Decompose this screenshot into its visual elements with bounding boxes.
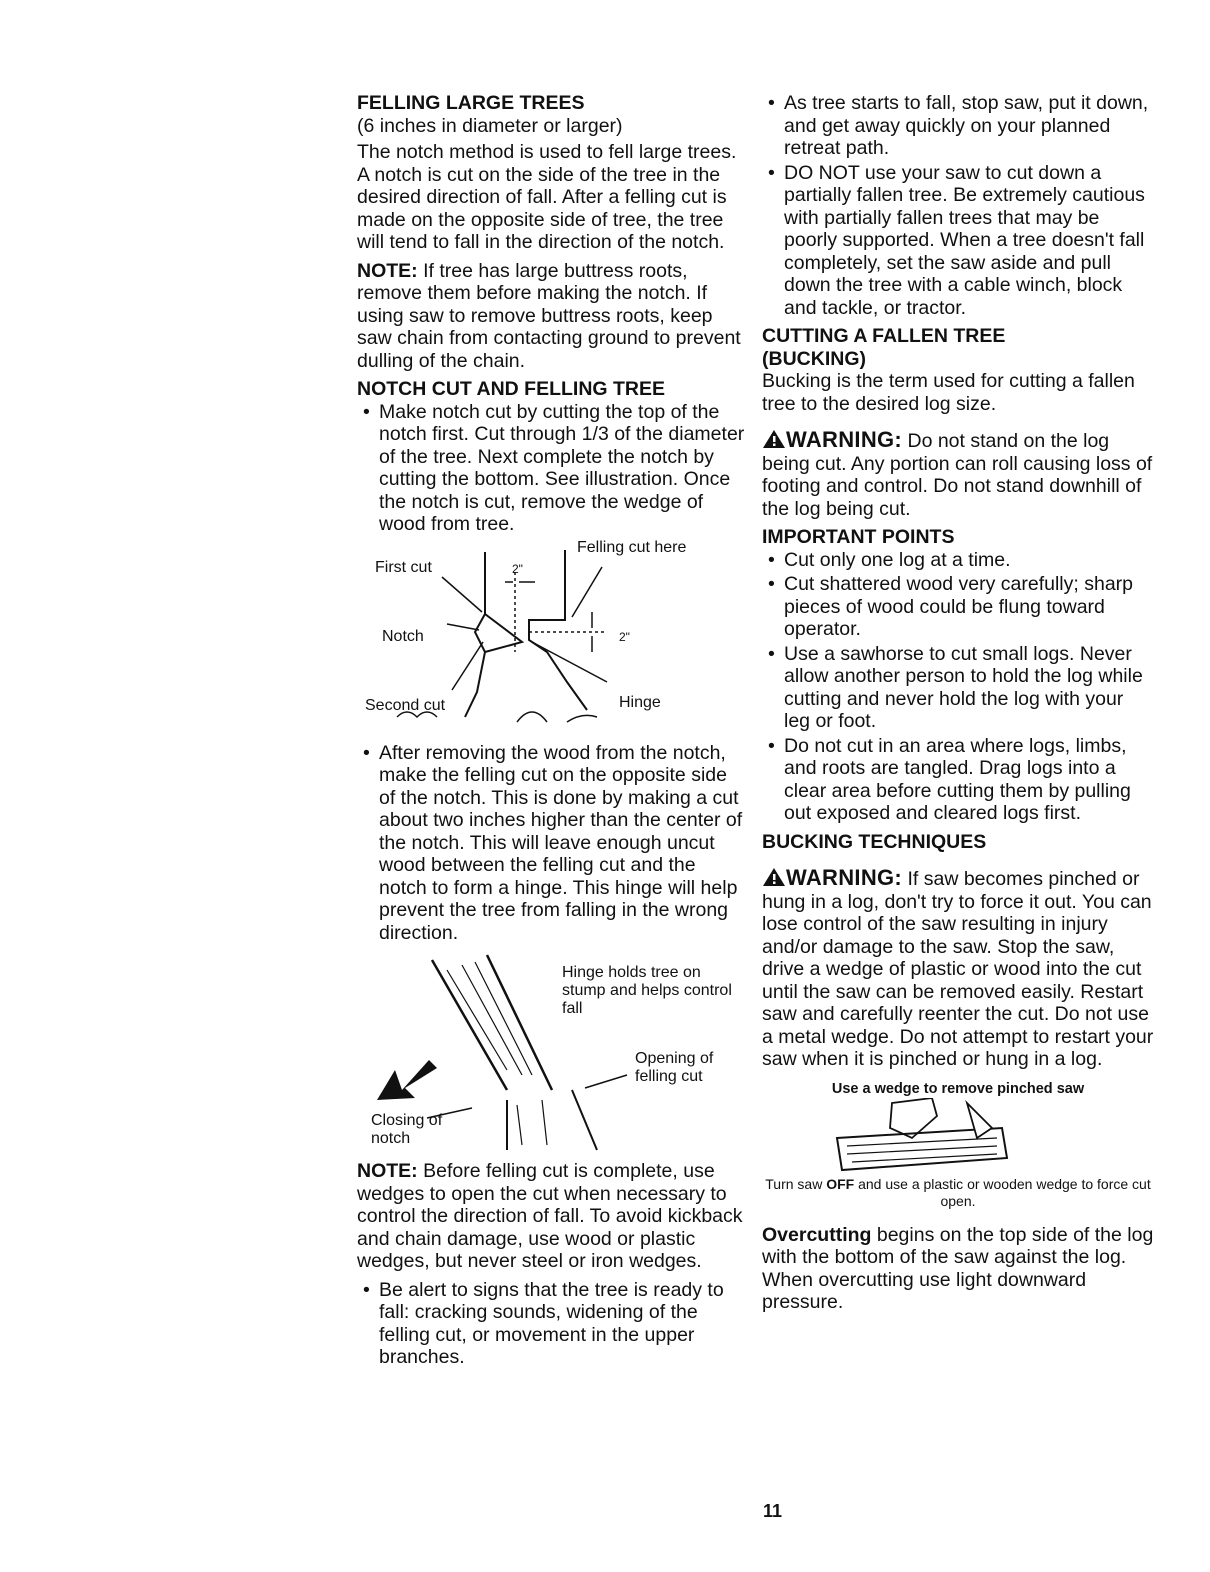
list-item: • DO NOT use your saw to cut down a partially fallen tree. Be extremely cautious with partially fallen trees that may be poorly supported. When a tree doesn't fall completely, set the saw aside and pull down the tree with a cable winch, block and tackle, or tractor. <box>762 162 1154 320</box>
hinge-holds-label: Hinge holds tree on stump and helps control fall <box>562 964 732 1017</box>
safety-list <box>762 92 1154 319</box>
signs-list <box>357 1279 747 1369</box>
left-column <box>357 92 747 1375</box>
warning-icon <box>762 867 786 887</box>
note-label: NOTE: <box>357 259 418 282</box>
closing-label: Closing of notch <box>371 1112 443 1147</box>
second-cut-label: Second cut <box>365 696 446 714</box>
wedge-illustration <box>762 1098 1154 1176</box>
bucking-subheading: (BUCKING) <box>762 347 866 370</box>
important-heading: IMPORTANT POINTS <box>762 526 955 548</box>
warning-text: If saw becomes pinched or hung in a log, don't try to force it out. You can lose control of the saw resulting in injury and/or damage to the saw. Stop the saw, drive a wedge of plastic or wood into the cut until the saw can be removed easily. Restart saw and carefully reenter the cut. Do not use a metal wedge. Do not attempt to restart your saw when it is pinched or hung in a log. <box>762 868 1154 1070</box>
felling-heading: FELLING LARGE TREES <box>357 92 585 114</box>
felling-subheading: (6 inches in diameter or larger) <box>357 114 623 137</box>
wedge-sub-text: Turn saw <box>765 1175 827 1192</box>
bucking-paragraph: Bucking is the term used for cutting a fallen tree to the desired log size. <box>762 370 1135 415</box>
list-item: • After removing the wood from the notch, make the felling cut on the opposite side of the notch. This is done by making a cut about two inches higher than the center of the notch. This will leave enough uncut wood between the felling cut and the notch to form a hinge. This hinge will help prevent the tree from falling in the wrong direction. <box>357 742 747 945</box>
notch-list <box>357 401 747 536</box>
wedge-subcaption <box>762 1176 1154 1210</box>
important-list <box>762 549 1154 825</box>
overcutting-label: Overcutting <box>762 1223 872 1246</box>
list-item: • Make notch cut by cutting the top of the notch first. Cut through 1/3 of the diameter of the tree. Next complete the notch by cutting the bottom. See illustration. Once the notch is cut, remove the wedge of wood from tree. <box>357 401 747 536</box>
wedge-caption: Use a wedge to remove pinched saw <box>831 1080 1085 1097</box>
note-text: If tree has large buttress roots, remove them before making the notch. If using saw to remove buttress roots, keep saw chain from contacting ground to prevent dulling of the chain. <box>357 259 741 372</box>
note-label: NOTE: <box>357 1160 418 1182</box>
opening-label: Opening of felling cut <box>635 1050 714 1085</box>
notch-label: Notch <box>382 627 424 645</box>
list-item: • Cut only one log at a time. <box>762 549 1154 572</box>
first-cut-label: First cut <box>375 558 432 576</box>
warning-label: WARNING: <box>786 427 903 452</box>
warning-label: WARNING: <box>786 865 903 890</box>
two-inch-label: 2" <box>619 629 630 644</box>
warning-icon <box>762 429 786 449</box>
page-number: 11 <box>763 1501 783 1521</box>
hinge-label: Hinge <box>619 693 661 711</box>
felling-cut-here-label: Felling cut here <box>577 538 687 556</box>
two-inch-label: 2" <box>512 561 523 576</box>
list-item: • Cut shattered wood very carefully; sharp pieces of wood could be flung toward operator. <box>762 573 1154 641</box>
wedge-sub-off: OFF <box>826 1175 855 1192</box>
warning-pinched <box>762 867 1154 1071</box>
wedge-drawing <box>762 1098 1154 1176</box>
techniques-heading: BUCKING TECHNIQUES <box>762 830 987 853</box>
note-wedges <box>357 1160 747 1273</box>
list-item: • Be alert to signs that the tree is ready to fall: cracking sounds, widening of the felling cut, or movement in the upper branches. <box>357 1279 747 1369</box>
felling-list <box>357 742 747 945</box>
warning-stand <box>762 429 1154 520</box>
notch-diagram <box>357 538 747 742</box>
note-text: Before felling cut is complete, use wedges to open the cut when necessary to control the direction of fall. To avoid kickback and chain damage, use wood or plastic wedges, but never steel or iron wedges. <box>357 1160 743 1272</box>
overcutting-text: begins on the top side of the log with the bottom of the saw against the log. When overcutting use light downward pressure. <box>762 1223 1154 1313</box>
list-item: • Use a sawhorse to cut small logs. Never allow another person to hold the log while cutting and never hold the log with your leg or foot. <box>762 643 1154 733</box>
warning-text: Do not stand on the log being cut. Any portion can roll causing loss of footing and control. Do not stand downhill of the log being cut. <box>762 430 1153 520</box>
falling-tree-diagram <box>357 950 747 1160</box>
felling-paragraph: The notch method is used to fell large trees. A notch is cut on the side of the tree in the desired direction of fall. After a felling cut is made on the opposite side of tree, the tree will tend to fall in the direction of the notch. <box>357 141 737 253</box>
right-column <box>762 92 1154 1320</box>
notch-heading: NOTCH CUT AND FELLING TREE <box>357 378 666 400</box>
list-item: • As tree starts to fall, stop saw, put it down, and get away quickly on your planned retreat path. <box>762 92 1154 160</box>
note-buttress <box>357 260 747 373</box>
bucking-heading: CUTTING A FALLEN TREE <box>762 325 1006 347</box>
wedge-sub-text: and use a plastic or wooden wedge to force cut open. <box>854 1175 1151 1209</box>
list-item: • Do not cut in an area where logs, limbs, and roots are tangled. Drag logs into a clear area before cutting them by pulling out exposed and cleared logs first. <box>762 735 1154 825</box>
overcutting-paragraph <box>762 1224 1154 1314</box>
